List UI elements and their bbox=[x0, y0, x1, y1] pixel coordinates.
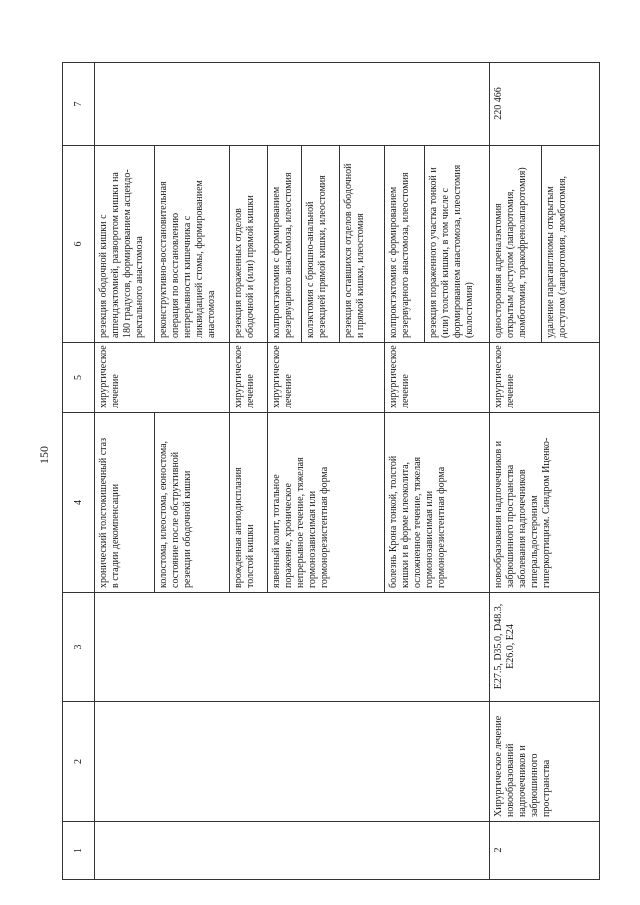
row-2-cost: 220 466 bbox=[490, 62, 600, 145]
diagnosis-cell: новообразования надпочечников и забрюшинного пространства заболевания надпочечников гиперальдостеронизм гиперкортицизм. Синдром Иценко- bbox=[490, 412, 600, 592]
method-cell: колпроктэктомия с формированием резервуарного анастомоза, илеостомия bbox=[385, 145, 425, 342]
vmp-table bbox=[62, 62, 600, 880]
column-number-4: 4 bbox=[63, 412, 95, 592]
method-cell: резекция оставшихся отделов ободочной и прямой кишки, илеостомия bbox=[340, 145, 385, 342]
method-cell: резекция пораженных отделов ободочной и (или) прямой кишки bbox=[230, 145, 268, 342]
rotated-table-sheet bbox=[62, 62, 600, 880]
treatment-cell: хирургическое лечение bbox=[230, 342, 268, 412]
method-cell: резекция пораженного участка тонкой и (или) толстой кишки, в том числе с формированием анастомоза, илеостомия (колостомия) bbox=[425, 145, 490, 342]
row-2-name: Хирургическое лечение новообразований надпочечников и забрюшинного пространства bbox=[490, 701, 600, 821]
column-number-3: 3 bbox=[63, 592, 95, 701]
method-cell: резекция ободочной кишки с аппендэктомией, разворотом кишки на 180 градусов, формированием асцендо- ректального анастомоза bbox=[95, 145, 155, 342]
method-cell: односторонняя адреналэктомия открытым доступом (лапаротомия, люмботомия, торакофренолапаротомия) bbox=[490, 145, 542, 342]
diagnosis-cell: колостома, илеостома, еюностома, состояние после обструктивной резекции ободочной кишки bbox=[155, 412, 230, 592]
column-number-5: 5 bbox=[63, 342, 95, 412]
diagnosis-cell: болезнь Крона тонкой, толстой кишки и в форме илеоколита, осложненное течение, тяжелая гормонозависимая или гормонорезистентная форма bbox=[385, 412, 490, 592]
treatment-cell: хирургическое лечение bbox=[268, 342, 385, 412]
row-2-icd-codes: E27.5, D35.0, D48.3, E26.0, E24 bbox=[490, 592, 600, 701]
treatment-cell: хирургическое лечение bbox=[490, 342, 600, 412]
diagnosis-cell: язвенный колит, тотальное поражение, хроническое непрерывное течение, тяжелая гормонозависимая или гормонорезистентная форма bbox=[268, 412, 385, 592]
row-2-number: 2 bbox=[490, 821, 600, 879]
method-cell: колпроктэктомия с формированием резервуарного анастомоза, илеостомия bbox=[268, 145, 302, 342]
diagnosis-cell: врожденная ангиодисплазия толстой кишки bbox=[230, 412, 268, 592]
column-number-1: 1 bbox=[63, 821, 95, 879]
method-cell: удаление параганглиомы открытым доступом (лапаротомия, люмботомия, bbox=[542, 145, 600, 342]
column-number-7: 7 bbox=[63, 62, 95, 145]
column-number-2: 2 bbox=[63, 701, 95, 821]
method-cell: колэктомия с брюшно-анальной резекцией прямой кишки, илеостомия bbox=[302, 145, 340, 342]
method-cell: реконструктивно-восстановительная операция по восстановлению непрерывности кишечника с ликвидацией стомы, формированием анастомоза bbox=[155, 145, 230, 342]
row-1-name-cell bbox=[95, 701, 490, 821]
treatment-cell: хирургическое лечение bbox=[95, 342, 230, 412]
page-number: 150 bbox=[37, 446, 51, 464]
row-1-number-cell bbox=[95, 821, 490, 879]
row-1-codes-cell bbox=[95, 592, 490, 701]
column-number-6: 6 bbox=[63, 145, 95, 342]
treatment-cell: хирургическое лечение bbox=[385, 342, 490, 412]
row-1-cost-cell bbox=[95, 62, 490, 145]
diagnosis-cell: хронический толстокишечный стаз в стадии декомпенсации bbox=[95, 412, 155, 592]
